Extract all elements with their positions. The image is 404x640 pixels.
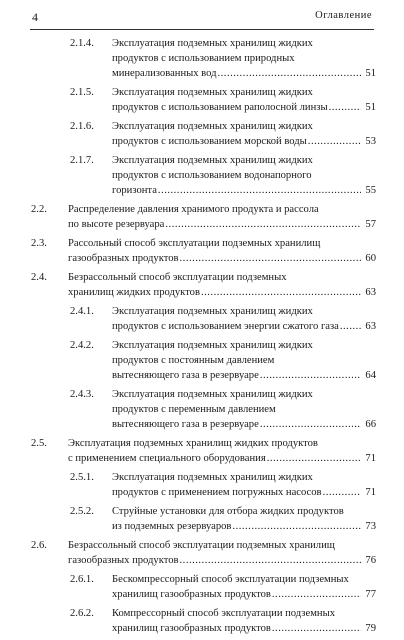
toc-entry[interactable]: [0, 153, 404, 198]
toc-entry-line: [112, 319, 376, 334]
toc-entry[interactable]: [0, 85, 404, 115]
toc-entry-number: 2.6.2.: [70, 608, 94, 619]
toc-page-number: 51: [365, 68, 376, 79]
toc-entry-title: [68, 236, 404, 266]
toc-page-number: 77: [365, 589, 376, 600]
toc-entry-text: Распределение давления хранимого продукта и рассола: [68, 204, 319, 215]
toc-entry-number: 2.6.1.: [70, 574, 94, 585]
toc-entry-number: 2.6.: [31, 540, 47, 551]
toc-entry-number: 2.5.: [31, 438, 47, 449]
toc-entry-text: продуктов с использованием водонапорного: [112, 170, 312, 181]
toc-page-number: 55: [365, 185, 376, 196]
toc-entry-number: 2.4.1.: [70, 306, 94, 317]
toc-entry-title: [68, 270, 404, 300]
toc-entry[interactable]: [0, 236, 404, 266]
toc-entry-text: вытесняющего газа в резервуаре: [112, 370, 259, 381]
toc-entry-title: [112, 606, 404, 636]
toc-entry-line: [68, 202, 376, 217]
toc-entry[interactable]: [0, 538, 404, 568]
toc-entry-text: Эксплуатация подземных хранилищ жидких: [112, 389, 313, 400]
toc-entry-line: [68, 451, 376, 466]
toc-entry-text: продуктов с применением погружных насосов: [112, 487, 322, 498]
toc-entry-number: 2.3.: [31, 238, 47, 249]
toc-page-number: 73: [365, 521, 376, 532]
toc-entry-title: [112, 153, 404, 198]
toc-entry-number: 2.1.7.: [70, 155, 94, 166]
toc-entry-text: продуктов с использованием раполосной линзы: [112, 102, 328, 113]
toc-entry-number: 2.1.5.: [70, 87, 94, 98]
header-rule: [30, 29, 374, 30]
toc-entry-line: [112, 387, 376, 402]
toc-entry-line: [112, 353, 376, 368]
toc-entry-text: продуктов с переменным давлением: [112, 404, 276, 415]
toc-entry-line: [112, 168, 376, 183]
toc-entry-text: Компрессорный способ эксплуатации подземных: [112, 608, 335, 619]
toc-page-number: 63: [365, 321, 376, 332]
dot-leader: [165, 217, 361, 232]
toc-entry-text: Эксплуатация подземных хранилищ жидких: [112, 306, 313, 317]
toc-entry-title: [112, 304, 404, 334]
toc-entry[interactable]: [0, 470, 404, 500]
toc-entry-line: [112, 85, 376, 100]
dot-leader: [180, 553, 361, 568]
dot-leader: [340, 319, 361, 334]
toc-entry-text: горизонта: [112, 185, 157, 196]
toc-entry-number: 2.4.: [31, 272, 47, 283]
toc-entry-line: [68, 553, 376, 568]
toc-entry[interactable]: [0, 36, 404, 81]
toc-entry-line: [68, 251, 376, 266]
toc-entry-line: [112, 417, 376, 432]
toc-page-number: 71: [365, 453, 376, 464]
dot-leader: [260, 417, 361, 432]
toc-entry[interactable]: [0, 304, 404, 334]
toc-entry-text: Струйные установки для отбора жидких продуктов: [112, 506, 344, 517]
toc-entry-line: [112, 368, 376, 383]
toc-entry-text: газообразных продуктов: [68, 253, 179, 264]
dot-leader: [218, 66, 362, 81]
toc-entry-text: Бескомпрессорный способ эксплуатации подземных: [112, 574, 349, 585]
toc-page-number: 71: [365, 487, 376, 498]
toc-entry-line: [68, 285, 376, 300]
toc-entry-text: по высоте резервуара: [68, 219, 165, 230]
toc-entry-line: [112, 621, 376, 636]
toc-entry-title: [112, 572, 404, 602]
toc-entry-line: [112, 183, 376, 198]
toc-page-number: 63: [365, 287, 376, 298]
toc-entry-number: 2.5.2.: [70, 506, 94, 517]
toc-entry-text: Безрассольный способ эксплуатации подземных: [68, 272, 287, 283]
toc-entry-line: [112, 519, 376, 534]
toc-page-number: 76: [365, 555, 376, 566]
dot-leader: [201, 285, 361, 300]
toc-entry-line: [68, 217, 376, 232]
toc-entry-text: Эксплуатация подземных хранилищ жидких: [112, 87, 313, 98]
dot-leader: [272, 587, 361, 602]
toc-entry-line: [112, 485, 376, 500]
toc-entry-text: минерализованных вод: [112, 68, 217, 79]
toc-entry-line: [112, 66, 376, 81]
toc-entry-title: [112, 85, 404, 115]
toc-entry-title: [68, 538, 404, 568]
toc-entry-title: [112, 119, 404, 149]
toc-entry-text: Безрассольный способ эксплуатации подземных хранилищ: [68, 540, 335, 551]
page-number: 4: [32, 10, 38, 24]
dot-leader: [308, 134, 361, 149]
toc-entry-text: продуктов с использованием природных: [112, 53, 295, 64]
toc-entry-text: вытесняющего газа в резервуаре: [112, 419, 259, 430]
toc-entry-line: [112, 134, 376, 149]
toc-entry-text: газообразных продуктов: [68, 555, 179, 566]
table-of-contents: [0, 36, 404, 640]
toc-entry-line: [112, 606, 376, 621]
toc-entry-text: Рассольный способ эксплуатации подземных хранилищ: [68, 238, 321, 249]
toc-entry-number: 2.5.1.: [70, 472, 94, 483]
toc-entry-text: с применением специального оборудования: [68, 453, 266, 464]
toc-entry-line: [112, 338, 376, 353]
toc-entry-line: [112, 504, 376, 519]
toc-entry[interactable]: [0, 270, 404, 300]
toc-page-number: 53: [365, 136, 376, 147]
toc-entry[interactable]: [0, 338, 404, 383]
toc-entry[interactable]: [0, 436, 404, 466]
toc-page-number: 79: [365, 623, 376, 634]
toc-entry-text: продуктов с постоянным давлением: [112, 355, 275, 366]
dot-leader: [180, 251, 361, 266]
toc-entry[interactable]: [0, 387, 404, 432]
dot-leader: [323, 485, 361, 500]
toc-page-number: 64: [365, 370, 376, 381]
toc-entry[interactable]: [0, 606, 404, 636]
toc-entry[interactable]: [0, 572, 404, 602]
toc-entry-line: [112, 36, 376, 51]
toc-entry-number: 2.4.3.: [70, 389, 94, 400]
dot-leader: [158, 183, 361, 198]
toc-entry-text: хранилищ жидких продуктов: [68, 287, 200, 298]
toc-entry-text: Эксплуатация подземных хранилищ жидких: [112, 155, 313, 166]
toc-entry-line: [68, 236, 376, 251]
toc-page-number: 66: [365, 419, 376, 430]
toc-entry-line: [68, 538, 376, 553]
toc-entry-title: [68, 202, 404, 232]
toc-entry-text: Эксплуатация подземных хранилищ жидких: [112, 121, 313, 132]
toc-entry-line: [112, 100, 376, 115]
toc-entry-text: Эксплуатация подземных хранилищ жидких: [112, 38, 313, 49]
dot-leader: [260, 368, 361, 383]
dot-leader: [272, 621, 361, 636]
toc-entry-line: [112, 153, 376, 168]
toc-entry-line: [112, 304, 376, 319]
toc-entry-line: [112, 51, 376, 66]
dot-leader: [232, 519, 361, 534]
toc-page-number: 57: [365, 219, 376, 230]
toc-entry-text: из подземных резервуаров: [112, 521, 232, 532]
toc-entry-line: [68, 270, 376, 285]
toc-entry-text: Эксплуатация подземных хранилищ жидких продуктов: [68, 438, 318, 449]
toc-entry-line: [112, 119, 376, 134]
toc-entry-title: [68, 436, 404, 466]
toc-entry-title: [112, 504, 404, 534]
toc-entry-line: [112, 572, 376, 587]
toc-entry-number: 2.1.6.: [70, 121, 94, 132]
toc-entry-number: 2.1.4.: [70, 38, 94, 49]
toc-entry-text: Эксплуатация подземных хранилищ жидких: [112, 472, 313, 483]
toc-entry-number: 2.2.: [31, 204, 47, 215]
toc-entry-title: [112, 338, 404, 383]
toc-entry-text: Эксплуатация подземных хранилищ жидких: [112, 340, 313, 351]
toc-entry[interactable]: [0, 119, 404, 149]
toc-entry-line: [112, 470, 376, 485]
dot-leader: [329, 100, 361, 115]
toc-entry-text: хранилищ газообразных продуктов: [112, 589, 271, 600]
toc-entry-text: продуктов с использованием энергии сжатого газа: [112, 321, 339, 332]
toc-entry-line: [112, 402, 376, 417]
toc-entry-title: [112, 470, 404, 500]
toc-entry-number: 2.4.2.: [70, 340, 94, 351]
toc-entry[interactable]: [0, 504, 404, 534]
toc-entry-text: хранилищ газообразных продуктов: [112, 623, 271, 634]
toc-entry-line: [68, 436, 376, 451]
toc-entry[interactable]: [0, 202, 404, 232]
toc-page-number: 51: [365, 102, 376, 113]
toc-entry-text: продуктов с использованием морской воды: [112, 136, 307, 147]
running-header-title: Оглавление: [315, 10, 372, 21]
toc-entry-line: [112, 587, 376, 602]
toc-page-number: 60: [365, 253, 376, 264]
toc-entry-title: [112, 387, 404, 432]
toc-entry-title: [112, 36, 404, 81]
dot-leader: [267, 451, 361, 466]
